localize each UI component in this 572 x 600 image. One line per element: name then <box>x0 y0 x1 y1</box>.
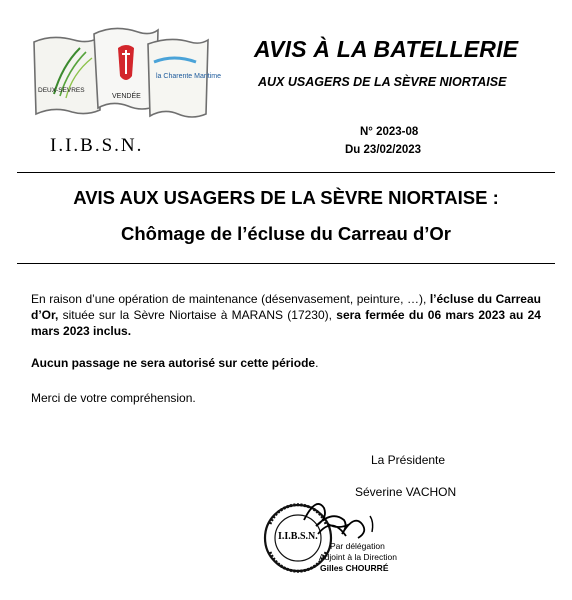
p1-closure-dates: sera fermée du 06 mars 2023 au 24 mars 2023 inclus. <box>31 308 541 338</box>
maintenance-paragraph <box>31 291 541 339</box>
iibsn-logo <box>14 14 221 156</box>
flag-label-charente: la Charente Maritime <box>156 73 221 80</box>
p1-text-2: située sur la Sèvre Niortaise à MARANS (17230), <box>58 308 337 322</box>
bottom-divider <box>17 263 555 264</box>
p2-period: . <box>315 356 319 370</box>
no-passage-paragraph <box>31 355 541 371</box>
stamp-role: Adjoint à la Direction <box>319 552 397 562</box>
flag-deux-sevres <box>34 37 100 114</box>
stamp-name: Gilles CHOURRÉ <box>320 563 389 573</box>
reference-date: Du 23/02/2023 <box>345 144 422 156</box>
p1-lock-name: l’écluse du Carreau d’Or, <box>31 292 541 322</box>
thanks-paragraph: Merci de votre compréhension. <box>31 391 196 405</box>
flag-label-deux-sevres: DEUX-SEVRES <box>38 87 85 94</box>
p1-text-1: En raison d’une opération de maintenance (désenvasement, peinture, …), <box>31 292 430 306</box>
flag-charente-maritime <box>148 39 221 117</box>
notice-heading-line1: AVIS AUX USAGERS DE LA SÈVRE NIORTAISE : <box>73 187 499 208</box>
stamp-delegation: Par délégation <box>330 541 385 551</box>
reference-number: N° 2023-08 <box>360 126 419 138</box>
signatory-name: Séverine VACHON <box>355 485 457 499</box>
notice-heading-line2: Chômage de l’écluse du Carreau d’Or <box>120 223 451 244</box>
org-name: I.I.B.S.N. <box>50 135 144 156</box>
p2-text: Aucun passage ne sera autorisé sur cette période <box>31 356 316 370</box>
notice-title: AVIS À LA BATELLERIE <box>254 36 519 62</box>
top-divider <box>17 172 555 173</box>
signatory-title: La Présidente <box>371 453 446 467</box>
flag-label-vendee: VENDÉE <box>112 93 141 100</box>
notice-subtitle: AUX USAGERS DE LA SÈVRE NIORTAISE <box>258 75 507 89</box>
stamp-inner-text: I.I.B.S.N. <box>278 531 318 542</box>
flags-emblem <box>14 14 221 132</box>
